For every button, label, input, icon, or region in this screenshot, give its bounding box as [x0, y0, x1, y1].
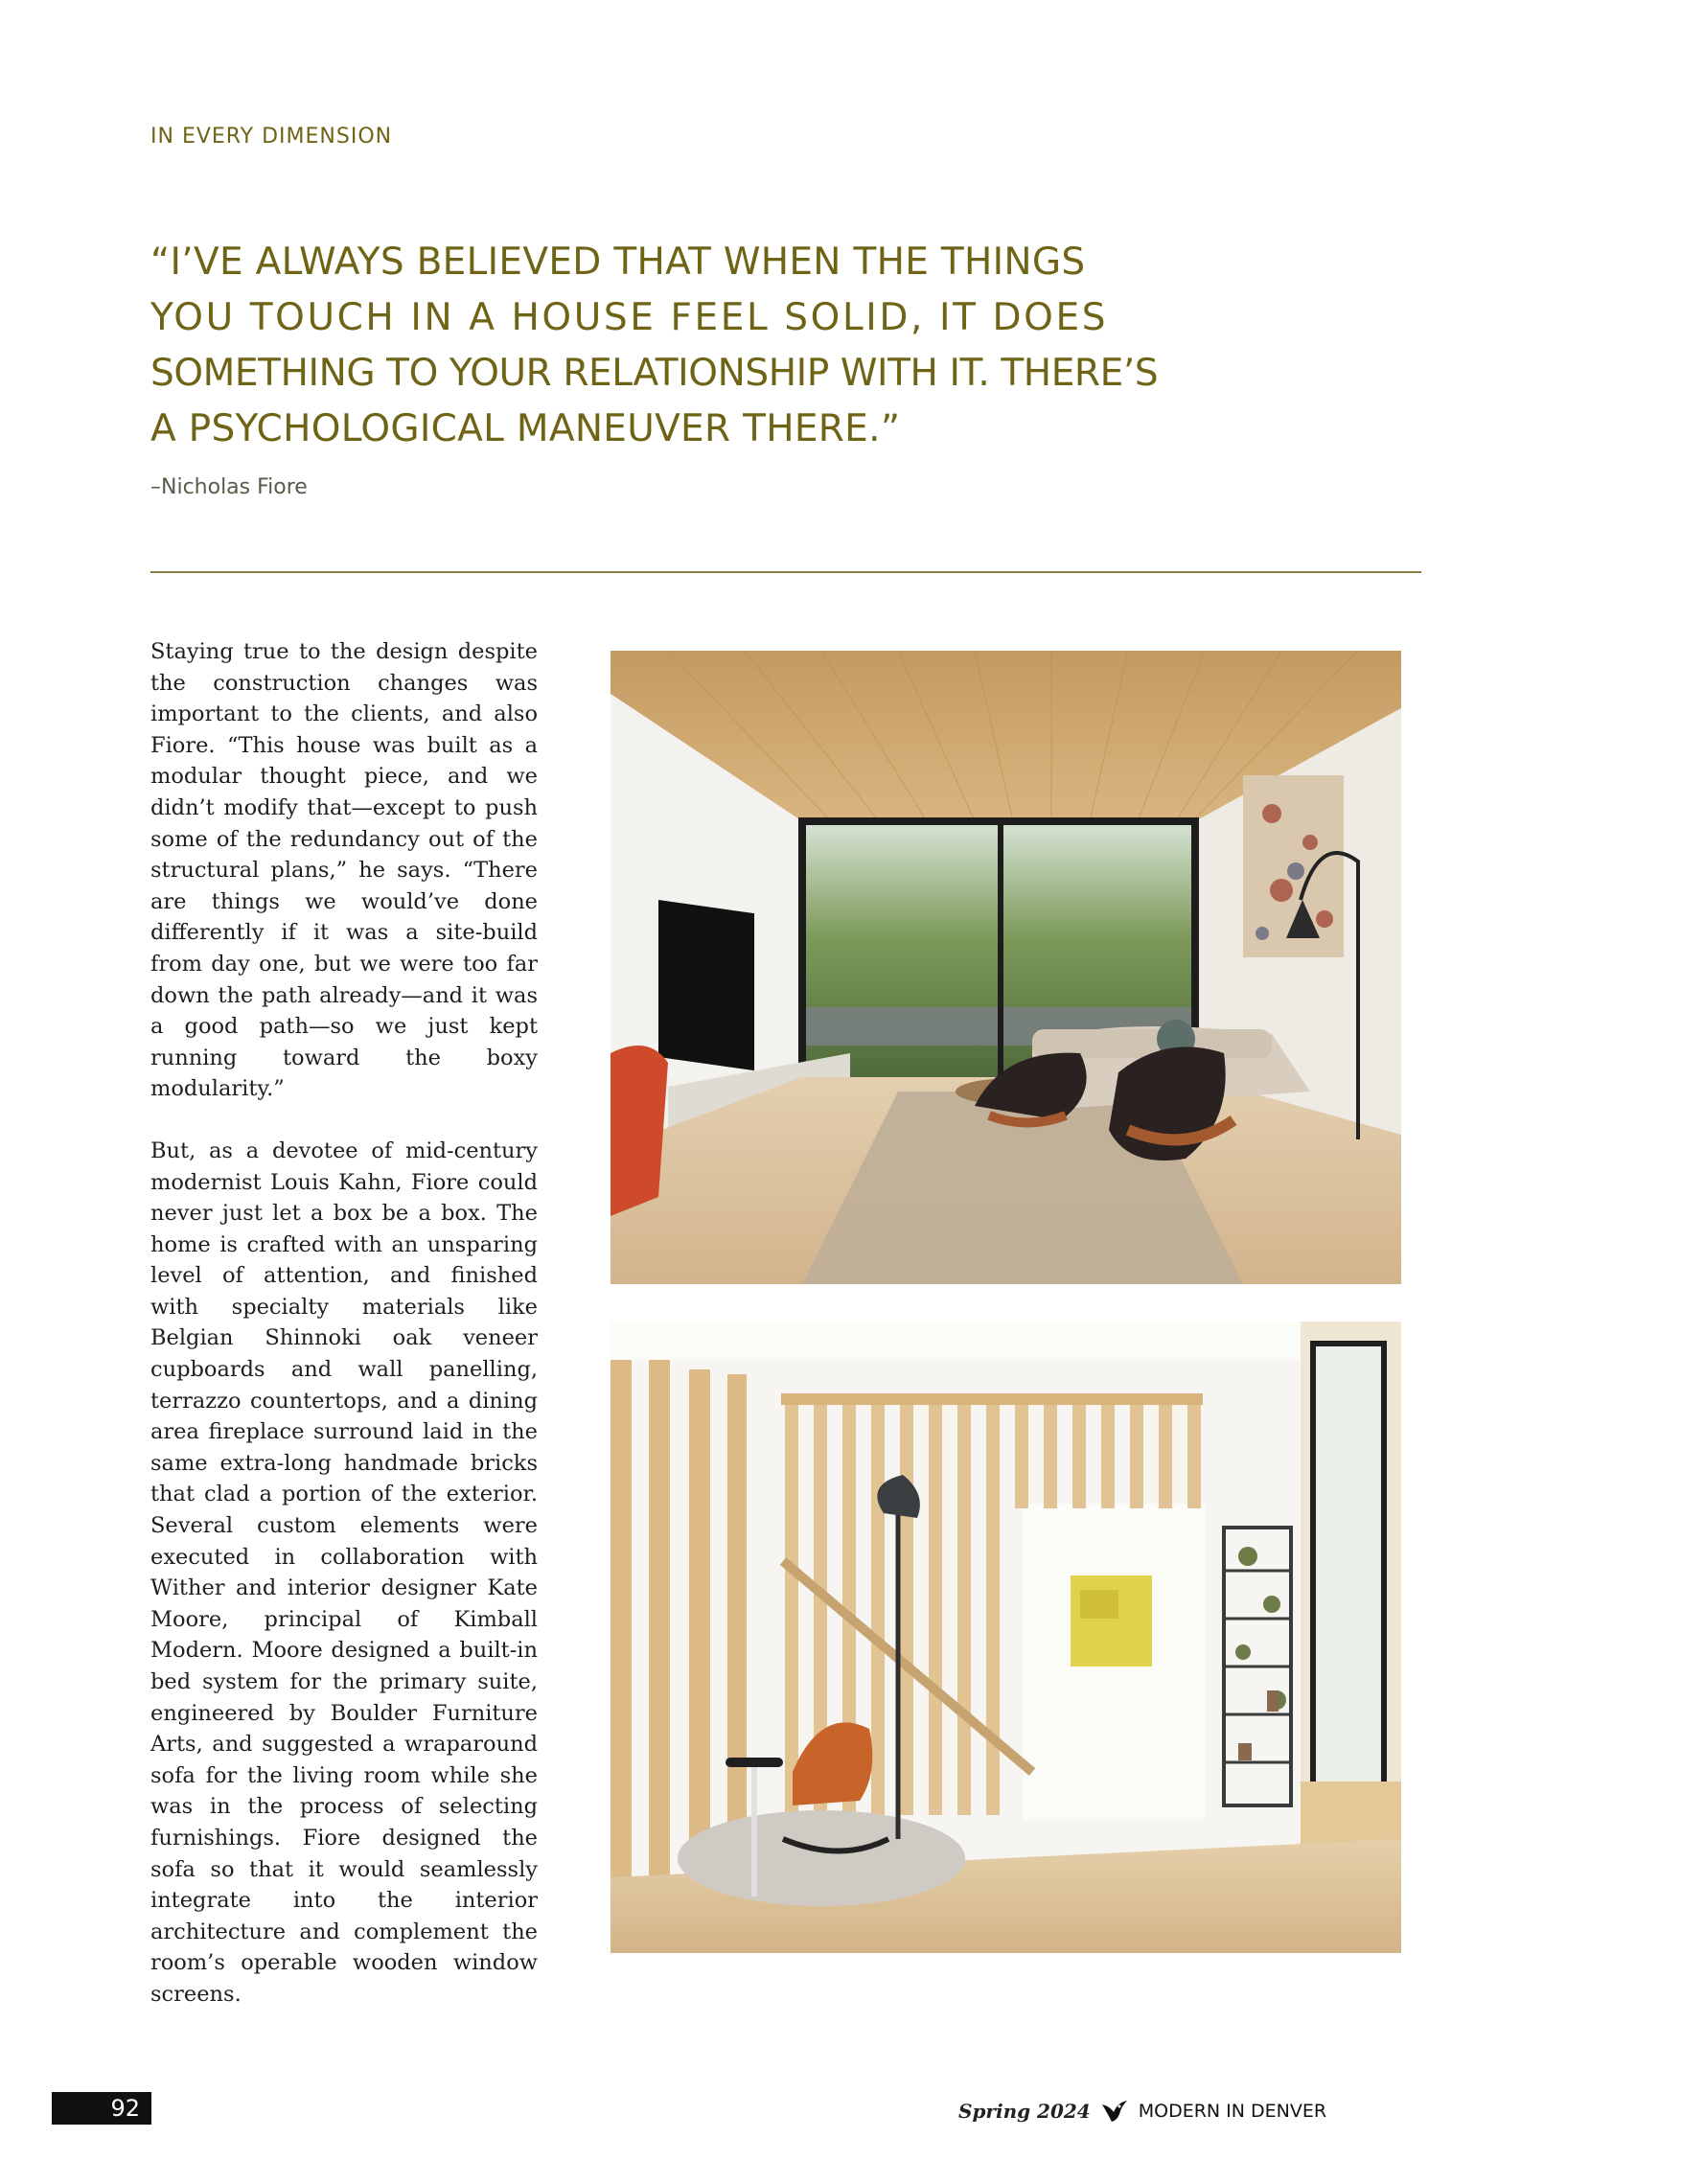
stair-nook-photo — [611, 1322, 1401, 1953]
pull-quote-line: “I’VE ALWAYS BELIEVED THAT WHEN THE THINGS — [150, 241, 1086, 284]
body-paragraph: Staying true to the design despite the construction changes was important to the clients, and also Fiore. “This house was built as a modular thought piece, and we didn’t modify that—except to push some of the redundancy out of the structural plans,” he says. “There are things we would’ve done differently if it was a site-build from day one, but we were too far down the path already—and it was a good path—so we just kept running toward the boxy modularity.” — [150, 639, 538, 1102]
article-body — [150, 636, 538, 2041]
bird-logo-icon — [1098, 2095, 1131, 2127]
pull-quote-line: YOU TOUCH IN A HOUSE FEEL SOLID, IT DOES — [150, 296, 1109, 339]
section-label: IN EVERY DIMENSION — [150, 125, 393, 149]
page-footer — [958, 2095, 1326, 2127]
pull-quote-line: A PSYCHOLOGICAL MANEUVER THERE.” — [150, 407, 901, 450]
issue-date: Spring 2024 — [958, 2100, 1091, 2123]
page-number: 92 — [52, 2092, 151, 2125]
pull-quote-line: SOMETHING TO YOUR RELATIONSHIP WITH IT. THERE’S — [150, 352, 1159, 395]
living-room-photo — [611, 651, 1401, 1284]
section-divider — [150, 571, 1421, 573]
pull-quote — [150, 235, 1159, 457]
body-paragraph: But, as a devotee of mid-century modernist Louis Kahn, Fiore could never just let a box be a box. The home is crafted with an unsparing level of attention, and finished with specialty materials like Belgian Shinnoki oak veneer cupboards and wall panelling, terrazzo countertops, and a dining area fireplace surround laid in the same extra-long handmade bricks that clad a portion of the exterior. Several custom elements were executed in collaboration with Wither and interior designer Kate Moore, principal of Kimball Modern. Moore designed a built-in bed system for the primary suite, engineered by Boulder Furniture Arts, and suggested a wraparound sofa for the living room while she was in the process of selecting furnishings. Fiore designed the sofa so that it would seamlessly integrate into the interior architecture and complement the room’s operable wooden window screens. — [150, 1138, 538, 2007]
publication-name: MODERN IN DENVER — [1138, 2101, 1327, 2122]
quote-attribution: –Nicholas Fiore — [150, 475, 308, 499]
